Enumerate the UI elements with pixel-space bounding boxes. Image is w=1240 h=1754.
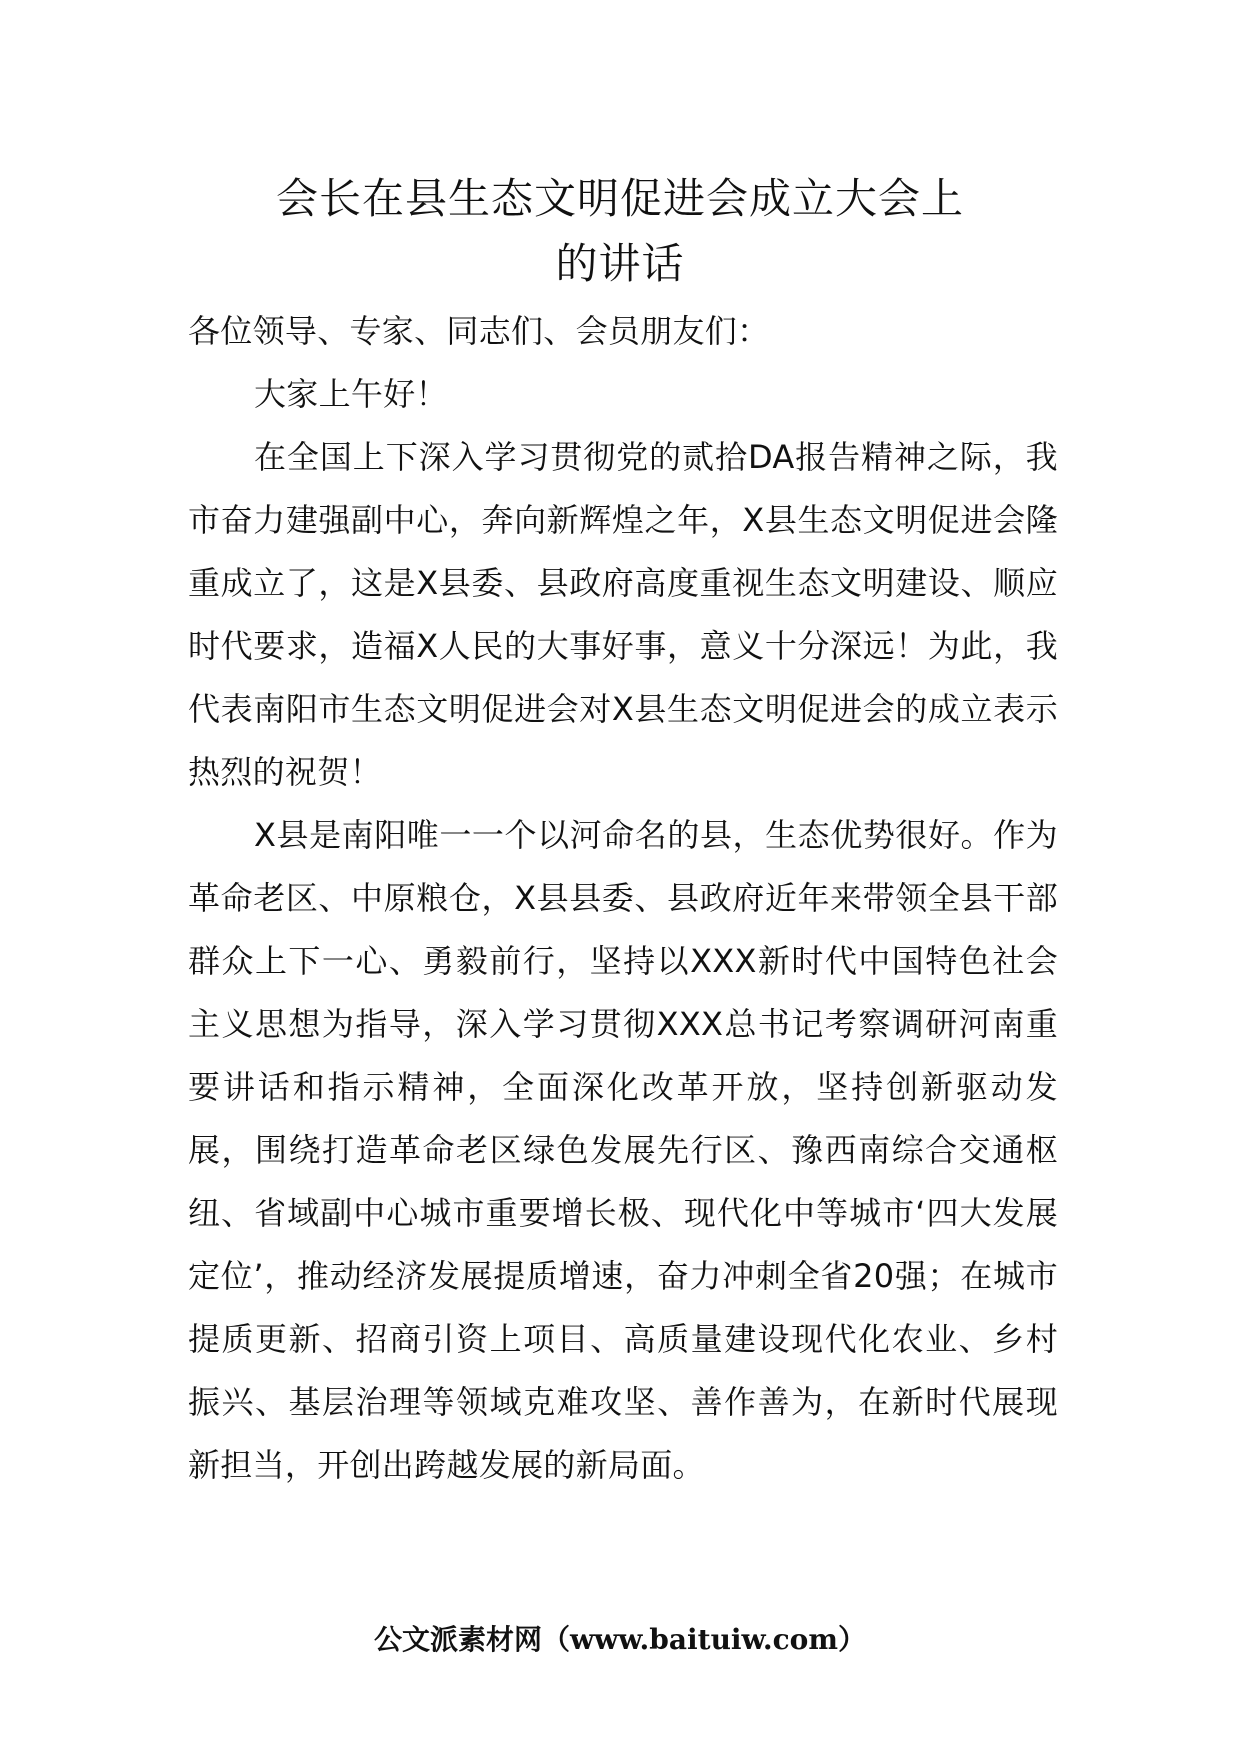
paragraph-1: 在全国上下深入学习贯彻党的贰拾DA报告精神之际，我市奋力建强副中心，奔向新辉煌之年，X县生态文明促进会隆重成立了，这是X县委、县政府高度重视生态文明建设、顺应时代要求，造福X人民的大事好事，意义十分深远！为此，我代表南阳市生态文明促进会对X县生态文明促进会的成立表示热烈的祝贺！	[188, 438, 1058, 791]
document-body	[188, 300, 1058, 1497]
document-title-line-2: 的讲话	[555, 239, 685, 288]
footer-source: 公文派素材网（www.baituiw.com）	[374, 1623, 866, 1656]
salutation: 各位领导、专家、同志们、会员朋友们：	[188, 312, 770, 350]
paragraph-2: X县是南阳唯一一个以河命名的县，生态优势很好。作为革命老区、中原粮仓，X县县委、县政府近年来带领全县干部群众上下一心、勇毅前行，坚持以XXX新时代中国特色社会主义思想为指导，深入学习贯彻XXX总书记考察调研河南重要讲话和指示精神，全面深化改革开放，坚持创新驱动发展，围绕打造革命老区绿色发展先行区、豫西南综合交通枢纽、省域副中心城市重要增长极、现代化中等城市‘四大发展定位’，推动经济发展提质增速，奋力冲刺全省20强；在城市提质更新、招商引资上项目、高质量建设现代化农业、乡村振兴、基层治理等领域克难攻坚、善作善为，在新时代展现新担当，开创出跨越发展的新局面。	[188, 816, 1058, 1484]
document-title-line-1: 会长在县生态文明促进会成立大会上	[275, 174, 964, 223]
greeting: 大家上午好！	[254, 375, 448, 413]
